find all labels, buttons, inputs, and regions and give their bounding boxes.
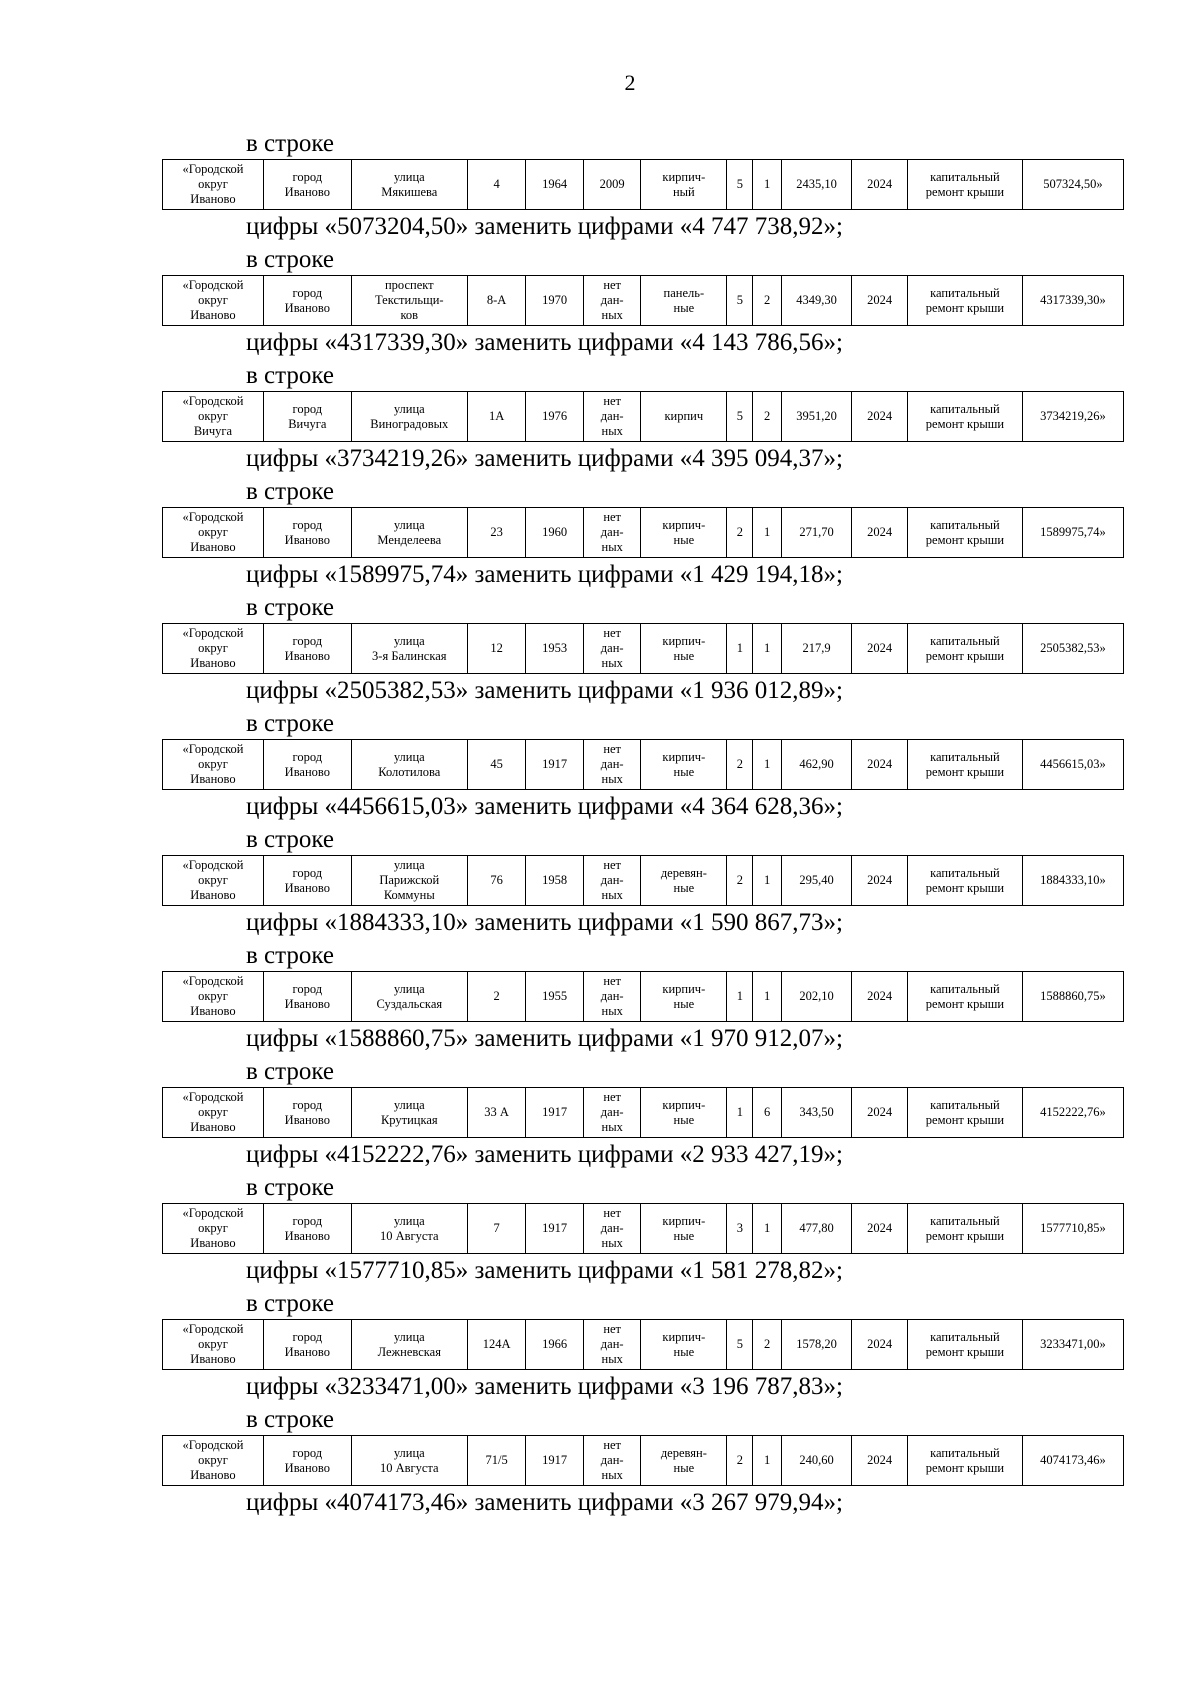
replacement-text: цифры «1588860,75» заменить цифрами «1 970 912,07»; (246, 1025, 843, 1052)
cell-area: 3951,20 (781, 392, 852, 442)
cell-wall_material: панель- ные (641, 276, 727, 326)
cell-floors: 2 (727, 508, 753, 558)
cell-year_built: 1958 (526, 856, 584, 906)
cell-wall_material: кирпич (641, 392, 727, 442)
cell-plan_year: 2024 (852, 624, 908, 674)
cell-year_built: 1966 (526, 1320, 584, 1370)
cell-street: улица 3-я Балинская (351, 624, 467, 674)
cell-area: 343,50 (781, 1088, 852, 1138)
cell-entrances: 1 (753, 1436, 781, 1486)
building-row-table (162, 623, 1124, 674)
cell-plan_year: 2024 (852, 1436, 908, 1486)
cell-entrances: 2 (753, 1320, 781, 1370)
building-row-table (162, 391, 1124, 442)
cell-house: 1А (467, 392, 526, 442)
cell-year_overhaul: нет дан- ных (583, 624, 641, 674)
cell-year_built: 1976 (526, 392, 584, 442)
cell-municipality: «Городской округ Иваново (163, 276, 264, 326)
cell-area: 295,40 (781, 856, 852, 906)
building-row-table (162, 1087, 1124, 1138)
cell-house: 12 (467, 624, 526, 674)
cell-floors: 2 (727, 740, 753, 790)
cell-work_type: капитальный ремонт крыши (907, 972, 1022, 1022)
table-row (163, 160, 1124, 210)
cell-area: 477,80 (781, 1204, 852, 1254)
cell-floors: 3 (727, 1204, 753, 1254)
cell-floors: 1 (727, 972, 753, 1022)
table-row (163, 856, 1124, 906)
table-row (163, 276, 1124, 326)
cell-plan_year: 2024 (852, 160, 908, 210)
cell-house: 76 (467, 856, 526, 906)
building-row-table (162, 159, 1124, 210)
cell-cost: 1589975,74» (1022, 508, 1123, 558)
replacement-text: цифры «4317339,30» заменить цифрами «4 143 786,56»; (246, 329, 843, 356)
cell-locality: город Иваново (263, 160, 351, 210)
cell-house: 4 (467, 160, 526, 210)
row-lead-text: в строке (246, 478, 335, 505)
replacement-text: цифры «4152222,76» заменить цифрами «2 933 427,19»; (246, 1141, 843, 1168)
cell-work_type: капитальный ремонт крыши (907, 508, 1022, 558)
cell-municipality: «Городской округ Вичуга (163, 392, 264, 442)
cell-work_type: капитальный ремонт крыши (907, 1320, 1022, 1370)
cell-locality: город Иваново (263, 1320, 351, 1370)
building-row-table (162, 855, 1124, 906)
cell-street: улица Лежневская (351, 1320, 467, 1370)
cell-area: 202,10 (781, 972, 852, 1022)
cell-year_overhaul: нет дан- ных (583, 1436, 641, 1486)
cell-municipality: «Городской округ Иваново (163, 1320, 264, 1370)
cell-year_built: 1917 (526, 1088, 584, 1138)
table-row (163, 972, 1124, 1022)
row-lead-text: в строке (246, 1290, 335, 1317)
cell-wall_material: кирпич- ные (641, 1204, 727, 1254)
cell-municipality: «Городской округ Иваново (163, 1436, 264, 1486)
cell-plan_year: 2024 (852, 1320, 908, 1370)
table-row (163, 1088, 1124, 1138)
cell-work_type: капитальный ремонт крыши (907, 1204, 1022, 1254)
cell-plan_year: 2024 (852, 392, 908, 442)
table-row (163, 1320, 1124, 1370)
cell-wall_material: кирпич- ные (641, 1320, 727, 1370)
cell-locality: город Иваново (263, 972, 351, 1022)
cell-locality: город Иваново (263, 1436, 351, 1486)
table-row (163, 508, 1124, 558)
cell-year_overhaul: нет дан- ных (583, 856, 641, 906)
cell-entrances: 1 (753, 1204, 781, 1254)
cell-floors: 2 (727, 856, 753, 906)
cell-year_built: 1970 (526, 276, 584, 326)
cell-year_built: 1917 (526, 1436, 584, 1486)
cell-year_built: 1953 (526, 624, 584, 674)
replacement-text: цифры «5073204,50» заменить цифрами «4 747 738,92»; (246, 213, 843, 240)
cell-entrances: 1 (753, 972, 781, 1022)
cell-year_overhaul: нет дан- ных (583, 972, 641, 1022)
replacement-text: цифры «3734219,26» заменить цифрами «4 395 094,37»; (246, 445, 843, 472)
replacement-text: цифры «4074173,46» заменить цифрами «3 267 979,94»; (246, 1489, 843, 1516)
cell-house: 7 (467, 1204, 526, 1254)
cell-floors: 5 (727, 1320, 753, 1370)
cell-street: улица Суздальская (351, 972, 467, 1022)
building-row-table (162, 275, 1124, 326)
cell-work_type: капитальный ремонт крыши (907, 624, 1022, 674)
building-row-table (162, 507, 1124, 558)
building-row-table (162, 971, 1124, 1022)
row-lead-text: в строке (246, 1058, 335, 1085)
row-lead-text: в строке (246, 362, 335, 389)
cell-entrances: 2 (753, 276, 781, 326)
building-row-table (162, 1203, 1124, 1254)
cell-year_overhaul: нет дан- ных (583, 392, 641, 442)
cell-wall_material: кирпич- ные (641, 972, 727, 1022)
cell-street: улица Менделеева (351, 508, 467, 558)
cell-house: 2 (467, 972, 526, 1022)
cell-floors: 1 (727, 1088, 753, 1138)
cell-year_overhaul: нет дан- ных (583, 740, 641, 790)
cell-entrances: 6 (753, 1088, 781, 1138)
cell-cost: 4456615,03» (1022, 740, 1123, 790)
table-row (163, 1204, 1124, 1254)
cell-municipality: «Городской округ Иваново (163, 856, 264, 906)
cell-year_overhaul: нет дан- ных (583, 1320, 641, 1370)
row-lead-text: в строке (246, 942, 335, 969)
cell-locality: город Иваново (263, 1204, 351, 1254)
cell-year_built: 1955 (526, 972, 584, 1022)
row-lead-text: в строке (246, 1174, 335, 1201)
amendment-entry (162, 940, 1124, 1056)
cell-entrances: 1 (753, 624, 781, 674)
table-row (163, 392, 1124, 442)
cell-work_type: капитальный ремонт крыши (907, 160, 1022, 210)
cell-municipality: «Городской округ Иваново (163, 1204, 264, 1254)
cell-municipality: «Городской округ Иваново (163, 160, 264, 210)
cell-wall_material: деревян- ные (641, 1436, 727, 1486)
row-lead-text: в строке (246, 826, 335, 853)
amendment-entry (162, 476, 1124, 592)
cell-house: 124А (467, 1320, 526, 1370)
cell-wall_material: кирпич- ные (641, 1088, 727, 1138)
cell-work_type: капитальный ремонт крыши (907, 1088, 1022, 1138)
cell-floors: 5 (727, 276, 753, 326)
cell-area: 217,9 (781, 624, 852, 674)
cell-cost: 3233471,00» (1022, 1320, 1123, 1370)
cell-wall_material: деревян- ные (641, 856, 727, 906)
cell-house: 8-А (467, 276, 526, 326)
cell-street: улица 10 Августа (351, 1436, 467, 1486)
replacement-text: цифры «4456615,03» заменить цифрами «4 364 628,36»; (246, 793, 843, 820)
cell-entrances: 1 (753, 740, 781, 790)
cell-plan_year: 2024 (852, 856, 908, 906)
cell-locality: город Иваново (263, 1088, 351, 1138)
amendment-entry (162, 360, 1124, 476)
cell-work_type: капитальный ремонт крыши (907, 856, 1022, 906)
amendment-entry (162, 824, 1124, 940)
cell-cost: 1588860,75» (1022, 972, 1123, 1022)
cell-year_built: 1917 (526, 740, 584, 790)
cell-street: улица Крутицкая (351, 1088, 467, 1138)
amendment-entry (162, 708, 1124, 824)
amendment-entry (162, 1172, 1124, 1288)
cell-municipality: «Городской округ Иваново (163, 508, 264, 558)
cell-locality: город Иваново (263, 276, 351, 326)
cell-street: проспект Текстильщи- ков (351, 276, 467, 326)
cell-cost: 3734219,26» (1022, 392, 1123, 442)
cell-work_type: капитальный ремонт крыши (907, 1436, 1022, 1486)
cell-wall_material: кирпич- ные (641, 508, 727, 558)
cell-street: улица Виноградовых (351, 392, 467, 442)
cell-wall_material: кирпич- ные (641, 740, 727, 790)
row-lead-text: в строке (246, 594, 335, 621)
cell-locality: город Иваново (263, 508, 351, 558)
cell-year_built: 1960 (526, 508, 584, 558)
row-lead-text: в строке (246, 130, 335, 157)
cell-year_overhaul: нет дан- ных (583, 1088, 641, 1138)
cell-street: улица Парижской Коммуны (351, 856, 467, 906)
cell-floors: 2 (727, 1436, 753, 1486)
row-lead-text: в строке (246, 246, 335, 273)
cell-wall_material: кирпич- ные (641, 624, 727, 674)
cell-house: 45 (467, 740, 526, 790)
cell-cost: 1884333,10» (1022, 856, 1123, 906)
cell-area: 2435,10 (781, 160, 852, 210)
cell-year_overhaul: 2009 (583, 160, 641, 210)
amendment-entry (162, 244, 1124, 360)
amendment-entry (162, 1288, 1124, 1404)
cell-floors: 5 (727, 160, 753, 210)
cell-floors: 5 (727, 392, 753, 442)
amendment-entry (162, 1404, 1124, 1520)
table-row (163, 624, 1124, 674)
cell-entrances: 2 (753, 392, 781, 442)
cell-work_type: капитальный ремонт крыши (907, 392, 1022, 442)
cell-house: 23 (467, 508, 526, 558)
cell-area: 271,70 (781, 508, 852, 558)
cell-work_type: капитальный ремонт крыши (907, 740, 1022, 790)
cell-street: улица Мякишева (351, 160, 467, 210)
replacement-text: цифры «2505382,53» заменить цифрами «1 936 012,89»; (246, 677, 843, 704)
cell-municipality: «Городской округ Иваново (163, 972, 264, 1022)
amendment-entry (162, 128, 1124, 244)
cell-street: улица 10 Августа (351, 1204, 467, 1254)
table-row (163, 740, 1124, 790)
cell-plan_year: 2024 (852, 1088, 908, 1138)
cell-cost: 2505382,53» (1022, 624, 1123, 674)
building-row-table (162, 739, 1124, 790)
cell-entrances: 1 (753, 856, 781, 906)
cell-house: 33 А (467, 1088, 526, 1138)
cell-year_overhaul: нет дан- ных (583, 508, 641, 558)
cell-plan_year: 2024 (852, 972, 908, 1022)
amendment-entry (162, 592, 1124, 708)
cell-plan_year: 2024 (852, 276, 908, 326)
cell-plan_year: 2024 (852, 508, 908, 558)
cell-cost: 4152222,76» (1022, 1088, 1123, 1138)
table-row (163, 1436, 1124, 1486)
cell-area: 4349,30 (781, 276, 852, 326)
cell-area: 1578,20 (781, 1320, 852, 1370)
cell-municipality: «Городской округ Иваново (163, 624, 264, 674)
cell-floors: 1 (727, 624, 753, 674)
building-row-table (162, 1319, 1124, 1370)
cell-house: 71/5 (467, 1436, 526, 1486)
replacement-text: цифры «1884333,10» заменить цифрами «1 590 867,73»; (246, 909, 843, 936)
cell-cost: 507324,50» (1022, 160, 1123, 210)
cell-street: улица Колотилова (351, 740, 467, 790)
amendment-list (162, 128, 1124, 1520)
cell-plan_year: 2024 (852, 740, 908, 790)
cell-area: 240,60 (781, 1436, 852, 1486)
cell-cost: 4317339,30» (1022, 276, 1123, 326)
cell-plan_year: 2024 (852, 1204, 908, 1254)
cell-work_type: капитальный ремонт крыши (907, 276, 1022, 326)
page-number: 2 (624, 70, 636, 95)
cell-locality: город Вичуга (263, 392, 351, 442)
cell-municipality: «Городской округ Иваново (163, 740, 264, 790)
building-row-table (162, 1435, 1124, 1486)
replacement-text: цифры «1589975,74» заменить цифрами «1 429 194,18»; (246, 561, 843, 588)
replacement-text: цифры «3233471,00» заменить цифрами «3 196 787,83»; (246, 1373, 843, 1400)
cell-locality: город Иваново (263, 740, 351, 790)
cell-area: 462,90 (781, 740, 852, 790)
cell-municipality: «Городской округ Иваново (163, 1088, 264, 1138)
cell-year_overhaul: нет дан- ных (583, 1204, 641, 1254)
cell-year_built: 1964 (526, 160, 584, 210)
row-lead-text: в строке (246, 710, 335, 737)
cell-entrances: 1 (753, 160, 781, 210)
amendment-entry (162, 1056, 1124, 1172)
replacement-text: цифры «1577710,85» заменить цифрами «1 581 278,82»; (246, 1257, 843, 1284)
cell-year_overhaul: нет дан- ных (583, 276, 641, 326)
cell-wall_material: кирпич- ный (641, 160, 727, 210)
row-lead-text: в строке (246, 1406, 335, 1433)
cell-locality: город Иваново (263, 624, 351, 674)
cell-year_built: 1917 (526, 1204, 584, 1254)
cell-cost: 1577710,85» (1022, 1204, 1123, 1254)
cell-cost: 4074173,46» (1022, 1436, 1123, 1486)
cell-locality: город Иваново (263, 856, 351, 906)
cell-entrances: 1 (753, 508, 781, 558)
